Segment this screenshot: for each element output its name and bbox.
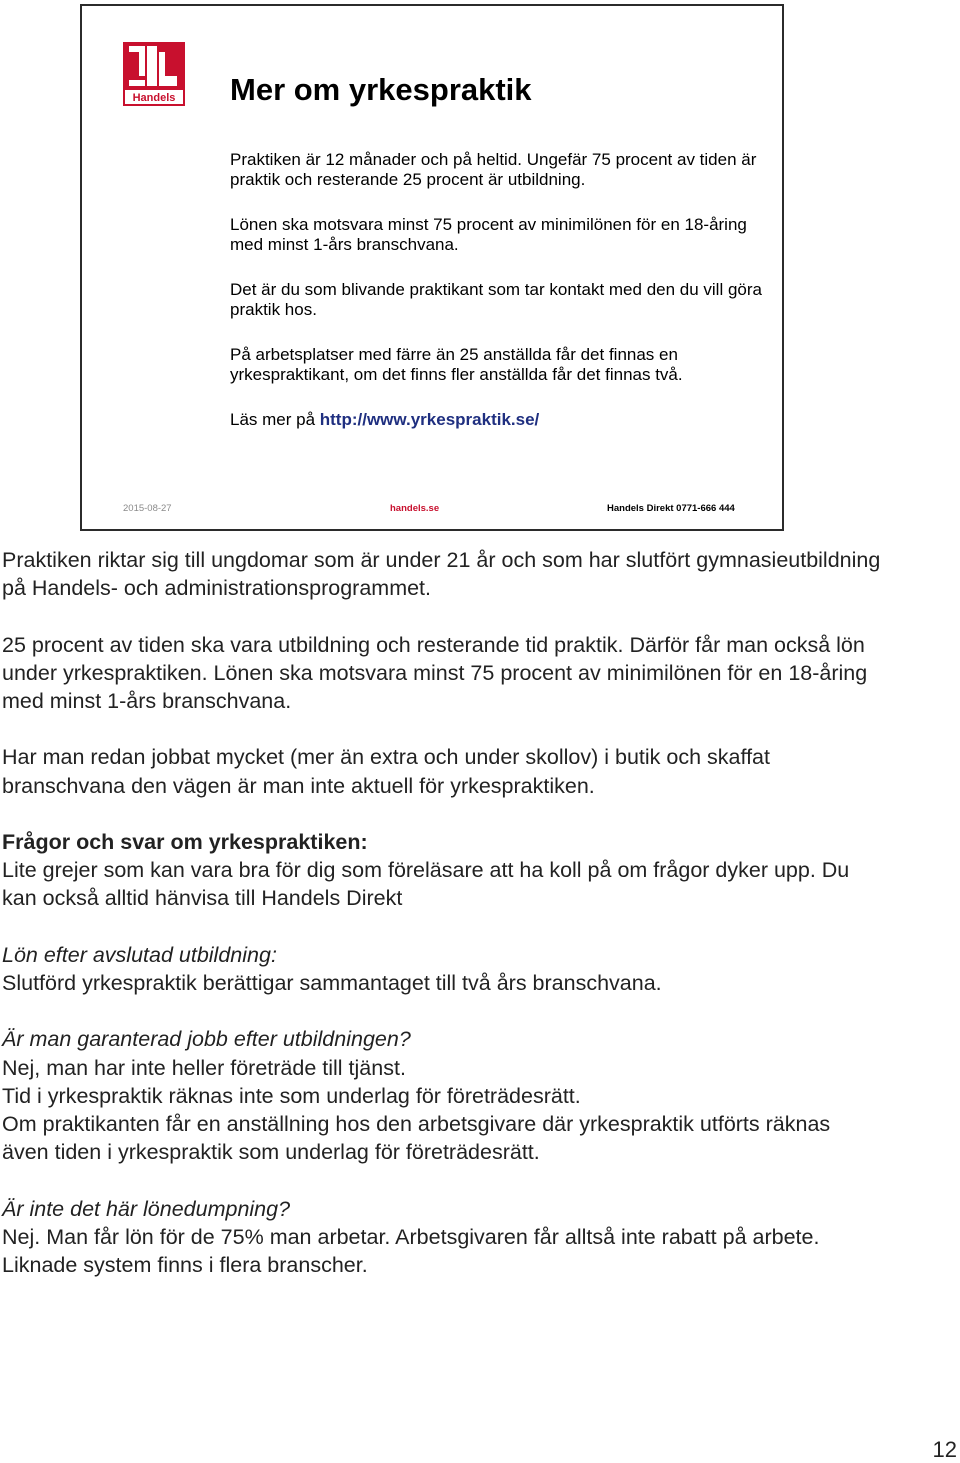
footer-handels-direkt: Handels Direkt 0771-666 444 bbox=[607, 503, 735, 514]
slide-title: Mer om yrkespraktik bbox=[230, 72, 532, 107]
handels-logo bbox=[123, 42, 185, 106]
faq-answer: Nej, man har inte heller företräde till tjänst. bbox=[2, 1055, 406, 1080]
faq-question: Lön efter avslutad utbildning: bbox=[2, 942, 277, 967]
faq-answer: Nej. Man får lön för de 75% man arbetar. Arbetsgivaren får alltså inte rabatt på arbete. Liknade system finns i flera branscher. bbox=[2, 1224, 820, 1277]
faq-question: Är man garanterad jobb efter utbildningen? bbox=[2, 1027, 411, 1052]
slide-paragraph: På arbetsplatser med färre än 25 anställda får det finnas en yrkespraktikant, om det finns fler anställda får det finnas två. bbox=[230, 345, 683, 384]
faq-heading: Frågor och svar om yrkespraktiken: bbox=[2, 829, 368, 854]
footer-site-link[interactable]: handels.se bbox=[390, 503, 440, 514]
page-number: 12 bbox=[932, 1437, 957, 1462]
logo-text: Handels bbox=[132, 92, 176, 104]
notes-paragraph: 25 procent av tiden ska vara utbildning och resterande tid praktik. Därför får man också lön under yrkespraktiken. Lönen ska motsvara minst 75 procent av minimilönen för en 18-åring med minst 1-års branschvana. bbox=[2, 632, 868, 713]
slide-footer bbox=[82, 503, 782, 517]
faq-answer: Tid i yrkespraktik räknas inte som underlag för företrädesrätt. bbox=[2, 1083, 581, 1108]
faq-answer: Slutförd yrkespraktik berättigar sammantaget till två års branschvana. bbox=[2, 970, 662, 995]
faq-item bbox=[2, 1025, 882, 1166]
faq-section bbox=[2, 828, 882, 913]
slide-paragraph: Lönen ska motsvara minst 75 procent av minimilönen för en 18-åring med minst 1-års branschvana. bbox=[230, 215, 747, 254]
read-more bbox=[230, 410, 770, 430]
faq-answer: Om praktikanten får en anställning hos den arbetsgivare där yrkespraktik utförts räknas även tiden i yrkespraktik som underlag för företrädesrätt. bbox=[2, 1111, 831, 1165]
slide bbox=[80, 4, 784, 531]
slide-body bbox=[230, 150, 770, 456]
slide-paragraph: Det är du som blivande praktikant som tar kontakt med den du vill göra praktik hos. bbox=[230, 280, 762, 319]
faq-item bbox=[2, 941, 882, 997]
speaker-notes bbox=[2, 546, 882, 1307]
notes-paragraph: Praktiken riktar sig till ungdomar som är under 21 år och som har slutfört gymnasieutbildning på Handels- och administrationsprogrammet. bbox=[2, 548, 881, 601]
read-more-prefix: Läs mer på bbox=[230, 410, 320, 429]
slide-paragraph: Praktiken är 12 månader och på heltid. Ungefär 75 procent av tiden är praktik och resterande 25 procent är utbildning. bbox=[230, 150, 757, 189]
faq-item bbox=[2, 1195, 882, 1280]
notes-paragraph: Har man redan jobbat mycket (mer än extra och under skollov) i butik och skaffat branschvana den vägen är man inte aktuell för yrkespraktiken. bbox=[2, 745, 770, 798]
faq-question: Är inte det här lönedumpning? bbox=[2, 1196, 291, 1221]
footer-date: 2015-08-27 bbox=[123, 503, 172, 514]
faq-intro: Lite grejer som kan vara bra för dig som föreläsare att ha koll på om frågor dyker upp. Du kan också alltid hänvisa till Handels Direkt bbox=[2, 858, 850, 911]
yrkespraktik-link[interactable]: http://www.yrkespraktik.se/ bbox=[319, 410, 540, 429]
